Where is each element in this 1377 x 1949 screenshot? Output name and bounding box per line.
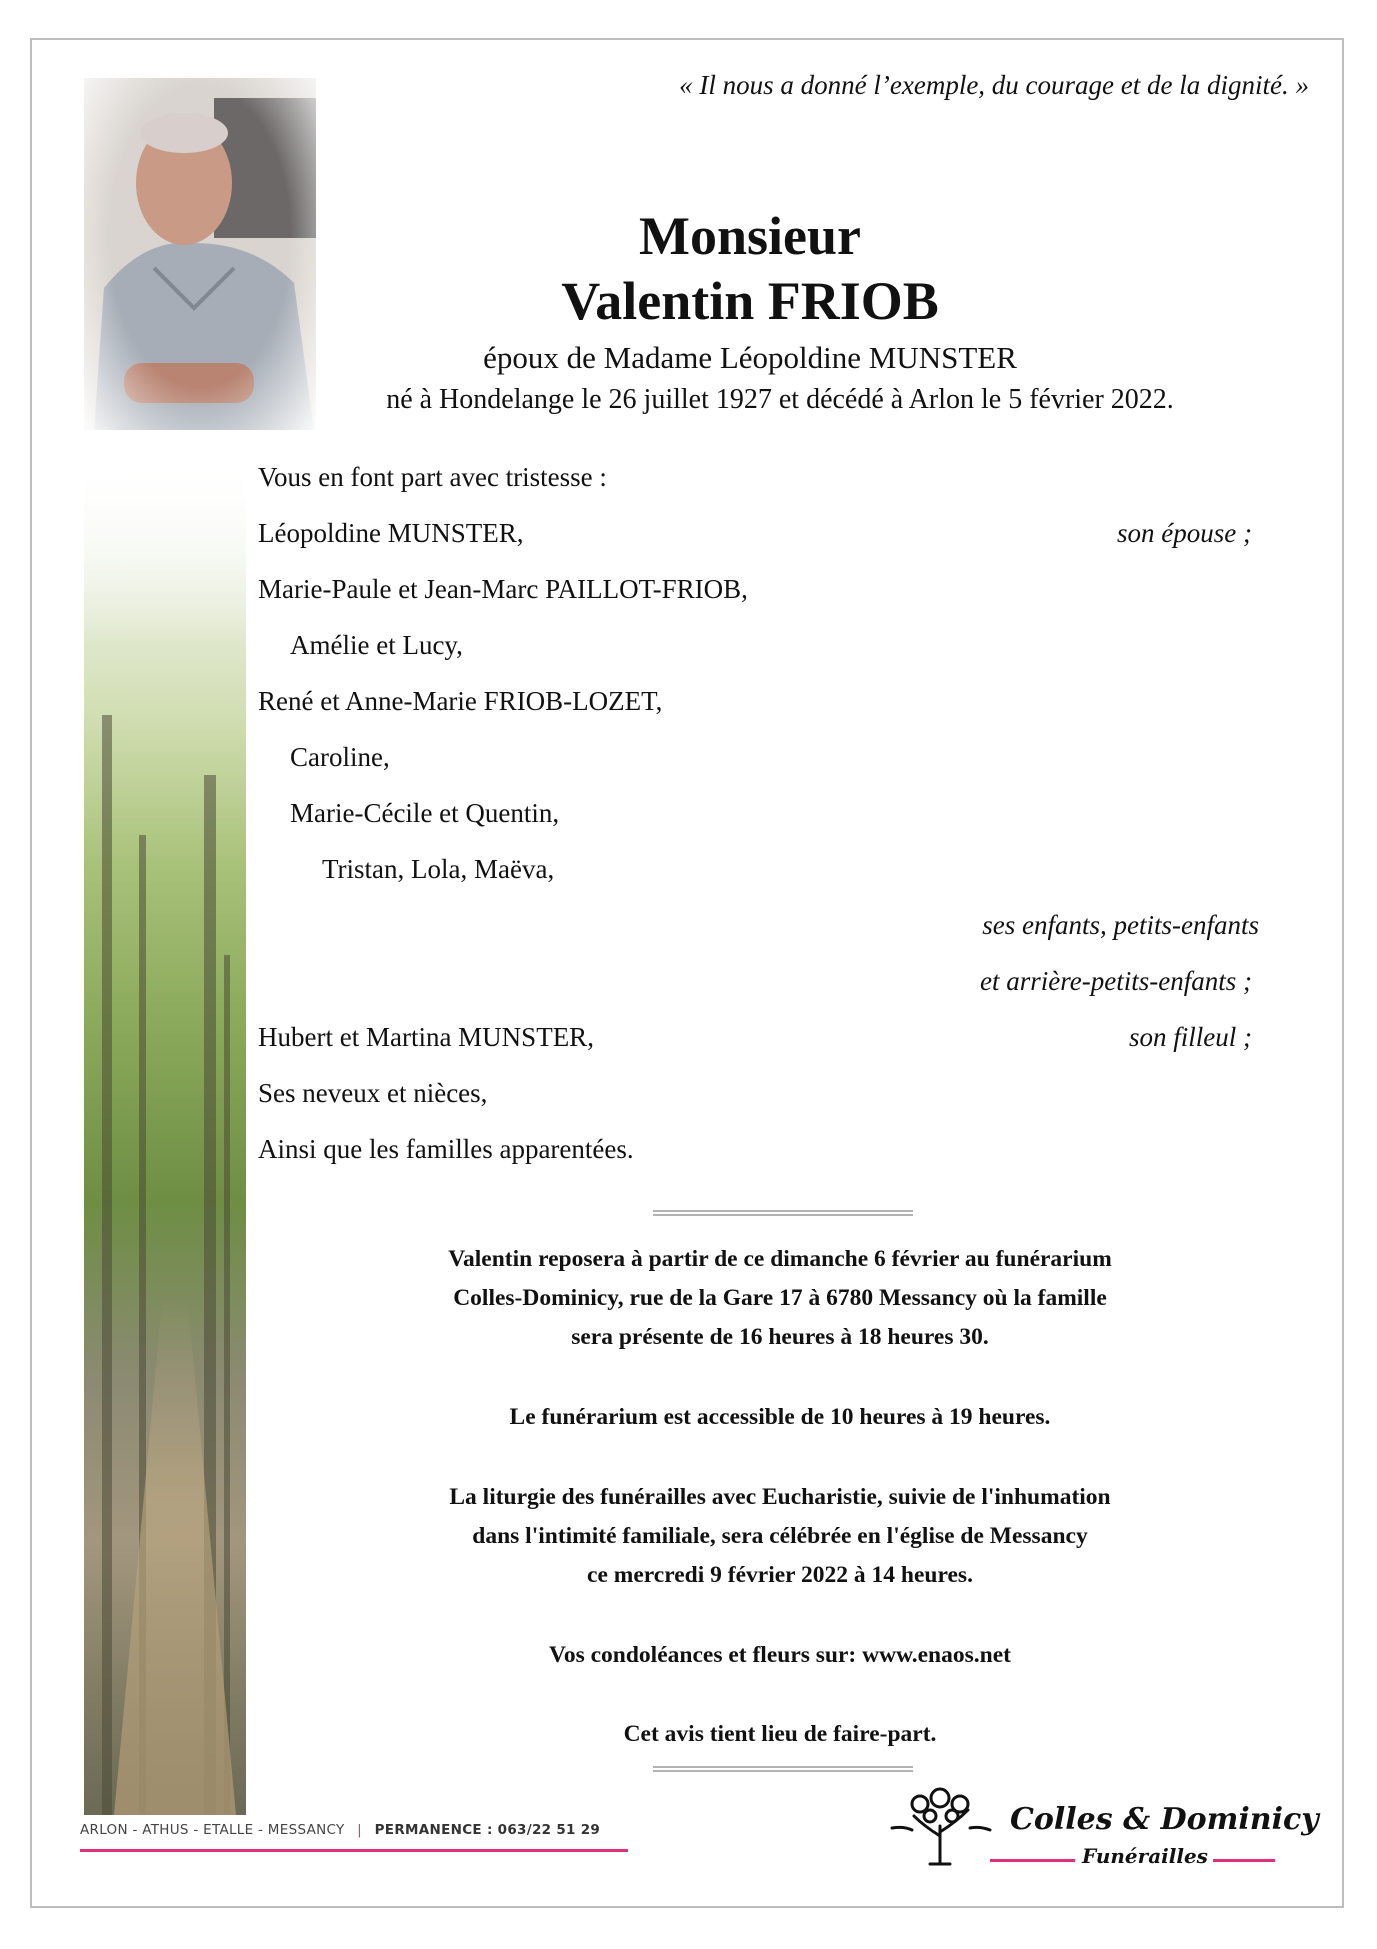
family-role: ses enfants, petits-enfants	[982, 910, 1259, 940]
family-line: Marie-Paule et Jean-Marc PAILLOT-FRIOB,	[258, 574, 748, 604]
info-line: sera présente de 16 heures à 18 heures 30.	[571, 1324, 989, 1350]
family-line: Léopoldine MUNSTER,	[258, 518, 524, 548]
footer-separator: |	[357, 1822, 363, 1838]
family-line: Amélie et Lucy,	[290, 630, 463, 660]
brand-accent-right	[1213, 1859, 1275, 1862]
footer-locations: ARLON - ATHUS - ETALLE - MESSANCY	[80, 1822, 345, 1838]
info-line: La liturgie des funérailles avec Eucharistie, suivie de l'inhumation	[449, 1484, 1111, 1510]
footer-accent-line	[80, 1849, 628, 1852]
divider-bottom	[653, 1766, 913, 1772]
family-role: son épouse ;	[1117, 518, 1252, 548]
family-role: et arrière-petits-enfants ;	[980, 966, 1252, 996]
divider-top	[653, 1210, 913, 1216]
liturgy-paragraph	[300, 1478, 1260, 1595]
family-line: René et Anne-Marie FRIOB-LOZET,	[258, 686, 663, 716]
family-line: Hubert et Martina MUNSTER,	[258, 1022, 594, 1052]
brand-name: Colles & Dominicy	[1010, 1802, 1319, 1837]
epigraph-quote: « Il nous a donné l’exemple, du courage et de la dignité. »	[679, 70, 1309, 100]
info-line: dans l'intimité familiale, sera célébrée en l'église de Messancy	[472, 1523, 1088, 1549]
civility-heading: Monsieur	[639, 206, 861, 266]
brand-accent-left	[990, 1859, 1075, 1862]
portrait-photo	[84, 78, 316, 430]
birth-death-line: né à Hondelange le 26 juillet 1927 et décédé à Arlon le 5 février 2022.	[386, 384, 1174, 415]
deceased-name: Valentin FRIOB	[561, 271, 939, 331]
brand-subtitle: Funérailles	[1082, 1844, 1208, 1868]
notice-line: Cet avis tient lieu de faire-part.	[623, 1721, 937, 1747]
info-line: Valentin reposera à partir de ce dimanche 6 février au funérarium	[448, 1246, 1112, 1272]
family-intro: Vous en font part avec tristesse :	[258, 462, 607, 492]
family-line: Caroline,	[290, 742, 390, 772]
family-line: Tristan, Lola, Maëva,	[322, 854, 555, 884]
spouse-line: époux de Madame Léopoldine MUNSTER	[483, 340, 1017, 375]
family-line: Ainsi que les familles apparentées.	[258, 1134, 634, 1164]
info-line: ce mercredi 9 février 2022 à 14 heures.	[587, 1562, 973, 1588]
forest-path-image	[84, 455, 246, 1815]
family-role: son filleul ;	[1129, 1022, 1252, 1052]
footer-contact	[80, 1822, 600, 1838]
opening-hours: Le funérarium est accessible de 10 heures à 19 heures.	[509, 1404, 1051, 1430]
funerarium-paragraph	[300, 1240, 1260, 1357]
family-line: Ses neveux et nièces,	[258, 1078, 488, 1108]
family-line: Marie-Cécile et Quentin,	[290, 798, 560, 828]
tree-logo-icon	[884, 1786, 996, 1866]
info-line: Colles-Dominicy, rue de la Gare 17 à 6780 Messancy où la famille	[453, 1285, 1107, 1311]
condolences-line: Vos condoléances et fleurs sur: www.enaos.net	[549, 1642, 1011, 1668]
footer-permanence: PERMANENCE : 063/22 51 29	[374, 1822, 601, 1838]
